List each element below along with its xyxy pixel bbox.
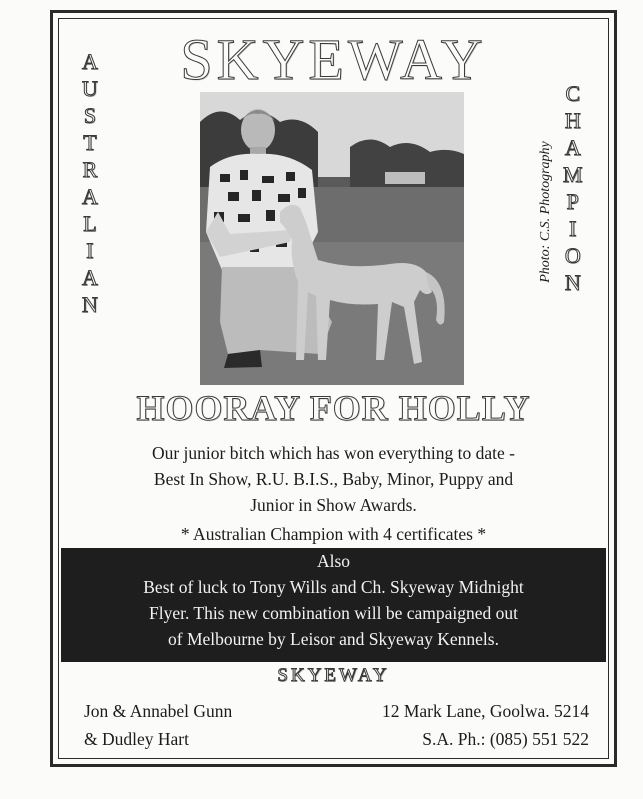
band-line: Best of luck to Tony Wills and Ch. Skyeway Midnight	[143, 577, 524, 597]
description-line: Best In Show, R.U. B.I.S., Baby, Minor, Puppy and	[153, 469, 514, 489]
contact-names	[84, 697, 232, 753]
footer-title: SKYEWAY	[277, 665, 390, 686]
contact-line: Jon & Annabel Gunn	[84, 701, 233, 721]
vertical-letter: A	[82, 49, 98, 74]
vertical-letter: A	[82, 265, 98, 290]
vertical-letter: L	[83, 211, 97, 236]
vertical-letter: A	[564, 135, 581, 160]
contact-address	[382, 697, 589, 753]
photo-illustration	[200, 92, 464, 385]
dog-show-photo	[200, 92, 464, 385]
vertical-word-australian	[82, 48, 98, 318]
vertical-letter: I	[569, 216, 577, 241]
band-line: Also	[316, 551, 351, 571]
contact-line: & Dudley Hart	[84, 729, 189, 749]
photo-credit: Photo: C.S. Photography	[538, 141, 553, 283]
contact-line: 12 Mark Lane, Goolwa. 5214	[381, 701, 589, 721]
vertical-letter: H	[564, 108, 581, 133]
certificate-line: * Australian Champion with 4 certificates *	[180, 524, 487, 544]
vertical-letter: T	[83, 130, 97, 155]
vertical-letter: U	[82, 76, 98, 101]
vertical-letter: M	[563, 162, 583, 187]
description-line: Junior in Show Awards.	[250, 495, 417, 515]
contact-line: S.A. Ph.: (085) 551 522	[422, 729, 589, 749]
vertical-letter: C	[565, 81, 581, 106]
vertical-letter: N	[564, 270, 581, 295]
vertical-letter: N	[82, 292, 98, 317]
vertical-letter: R	[82, 157, 98, 182]
band-line: Flyer. This new combination will be campaigned out	[148, 603, 519, 623]
vertical-word-champion	[563, 80, 583, 296]
vertical-letter: I	[86, 238, 94, 263]
band-line: of Melbourne by Leisor and Skyeway Kennels.	[168, 629, 499, 649]
headline: HOORAY FOR HOLLY	[136, 388, 531, 428]
announcement-band	[61, 548, 606, 662]
vertical-letter: S	[83, 103, 97, 128]
vertical-letter: P	[566, 189, 579, 214]
description-line: Our junior bitch which has won everything to date -	[151, 443, 516, 463]
vertical-letter: A	[82, 184, 98, 209]
vertical-letter: O	[564, 243, 581, 268]
ad-title: SKYEWAY	[180, 27, 487, 92]
description	[70, 440, 597, 518]
